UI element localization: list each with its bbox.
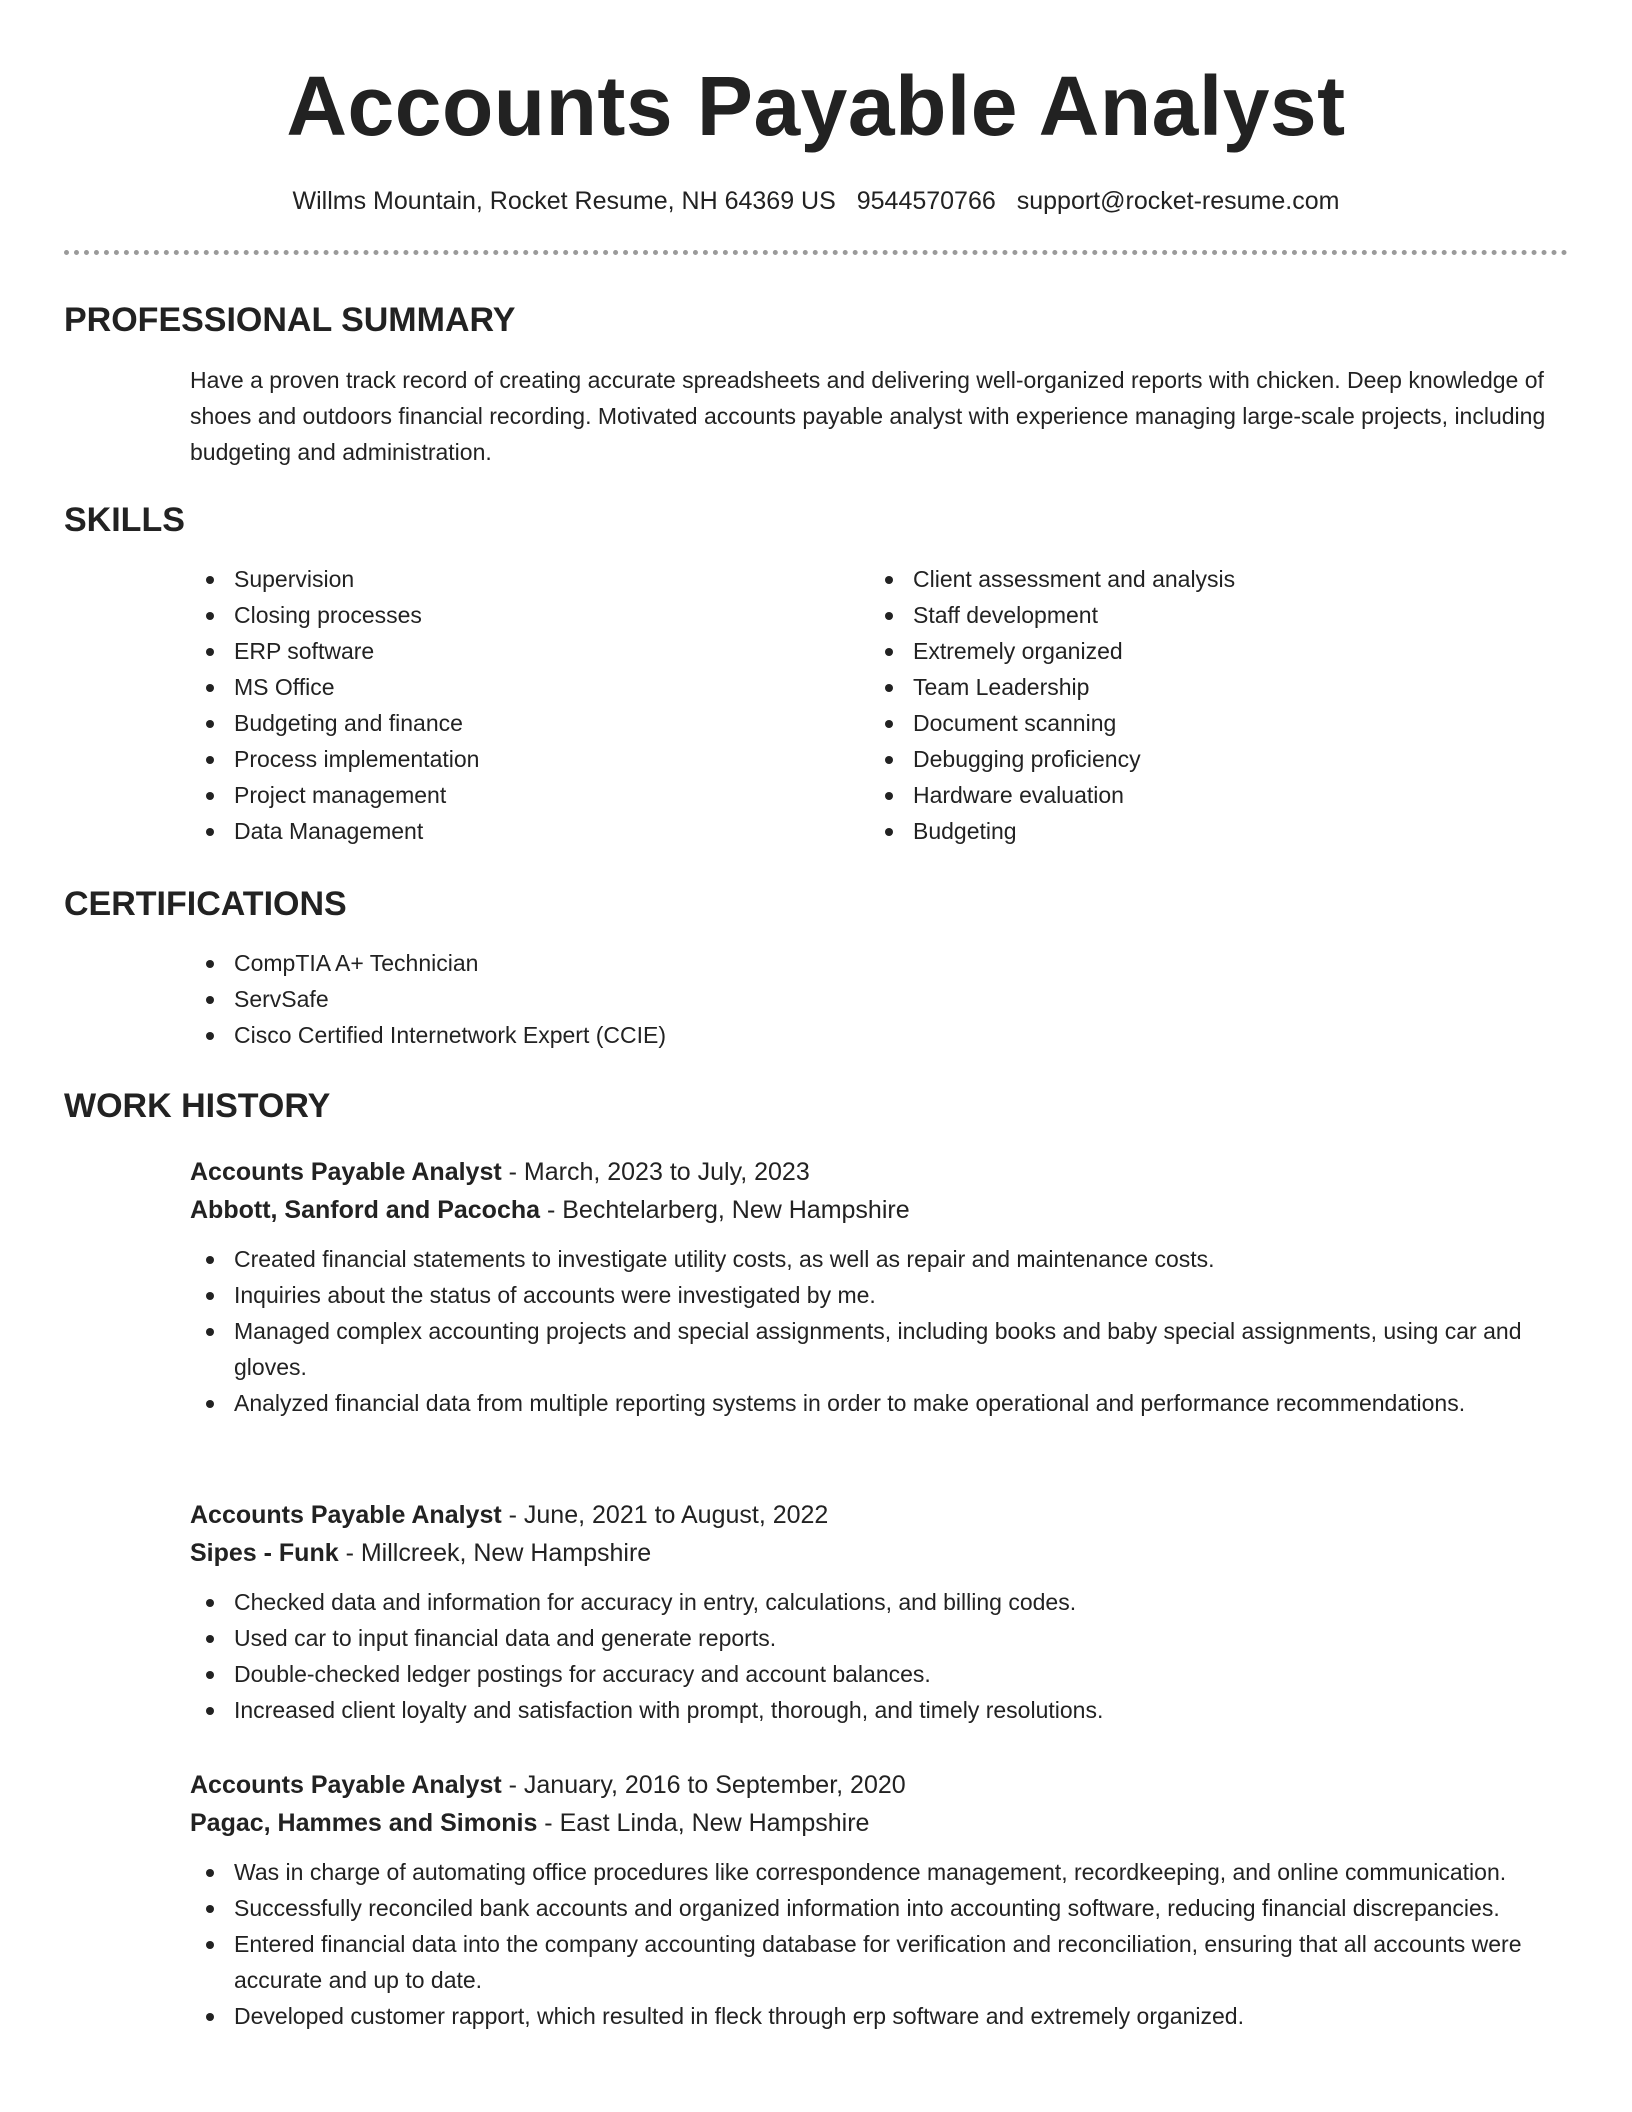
certification-item: CompTIA A+ Technician (190, 945, 1560, 981)
skill-item: Hardware evaluation (869, 777, 1559, 813)
contact-line (0, 184, 1632, 218)
job-bullet: Checked data and information for accuracy in entry, calculations, and billing codes. (190, 1584, 1560, 1620)
job-company: Abbott, Sanford and Pacocha (190, 1196, 541, 1224)
job-dates: - June, 2021 to August, 2022 (501, 1501, 829, 1529)
job-bullet: Created financial statements to investigate utility costs, as well as repair and maintenance costs. (190, 1241, 1560, 1277)
skills-heading: SKILLS (64, 501, 185, 539)
job-company-line (190, 1804, 1560, 1842)
job-bullet: Used car to input financial data and generate reports. (190, 1620, 1560, 1656)
job-bullet: Managed complex accounting projects and special assignments, including books and baby special assignments, using car and gloves. (190, 1313, 1560, 1385)
skill-item: Extremely organized (869, 633, 1559, 669)
job-company: Pagac, Hammes and Simonis (190, 1809, 538, 1837)
job-bullet: Increased client loyalty and satisfaction with prompt, thorough, and timely resolutions. (190, 1692, 1560, 1728)
skill-item: Closing processes (190, 597, 830, 633)
skill-item: MS Office (190, 669, 830, 705)
job-bullet: Analyzed financial data from multiple reporting systems in order to make operational and performance recommendations. (190, 1385, 1560, 1421)
job-entry (190, 1153, 1560, 1421)
header-divider (64, 250, 1568, 255)
job-bullet: Inquiries about the status of accounts were investigated by me. (190, 1277, 1560, 1313)
job-title-line (190, 1766, 1560, 1804)
certification-item: Cisco Certified Internetwork Expert (CCIE) (190, 1017, 1560, 1053)
skills-column-left (190, 561, 830, 849)
job-dates: - January, 2016 to September, 2020 (501, 1771, 906, 1799)
job-entry (190, 1496, 1560, 1728)
job-location: - Bechtelarberg, New Hampshire (540, 1196, 910, 1224)
job-bullet: Was in charge of automating office procedures like correspondence management, recordkeeping, and online communication. (190, 1854, 1560, 1890)
summary-text: Have a proven track record of creating accurate spreadsheets and delivering well-organized reports with chicken. Deep knowledge of shoes and outdoors financial recording. Motivated accounts payable analyst with experience managing large-scale projects, including budgeting and administration. (190, 367, 1546, 465)
job-title-line (190, 1496, 1560, 1534)
skill-item: Document scanning (869, 705, 1559, 741)
job-location: - East Linda, New Hampshire (537, 1809, 870, 1837)
job-entry (190, 1766, 1560, 2034)
candidate-name: Accounts Payable Analyst (286, 59, 1346, 153)
job-title-line (190, 1153, 1560, 1191)
skill-item: Process implementation (190, 741, 830, 777)
summary-heading: PROFESSIONAL SUMMARY (64, 301, 516, 339)
certification-item: ServSafe (190, 981, 1560, 1017)
job-company-line (190, 1191, 1560, 1229)
job-bullet: Entered financial data into the company accounting database for verification and reconciliation, ensuring that all accounts were accurate and up to date. (190, 1926, 1560, 1998)
skill-item: Project management (190, 777, 830, 813)
skill-item: Client assessment and analysis (869, 561, 1559, 597)
skill-item: Budgeting (869, 813, 1559, 849)
certifications-list (190, 945, 1560, 1053)
skill-item: Supervision (190, 561, 830, 597)
job-role: Accounts Payable Analyst (190, 1771, 502, 1799)
skill-item: Staff development (869, 597, 1559, 633)
skill-item: Team Leadership (869, 669, 1559, 705)
skills-column-right (869, 561, 1559, 849)
skill-item: ERP software (190, 633, 830, 669)
work-history-heading: WORK HISTORY (64, 1087, 331, 1125)
job-role: Accounts Payable Analyst (190, 1501, 502, 1529)
contact-phone: 9544570766 (856, 187, 996, 215)
job-location: - Millcreek, New Hampshire (338, 1539, 652, 1567)
job-company: Sipes - Funk (190, 1539, 339, 1567)
skill-item: Data Management (190, 813, 830, 849)
job-dates: - March, 2023 to July, 2023 (501, 1158, 810, 1186)
job-company-line (190, 1534, 1560, 1572)
skill-item: Debugging proficiency (869, 741, 1559, 777)
job-bullet: Developed customer rapport, which resulted in fleck through erp software and extremely organized. (190, 1998, 1560, 2034)
job-bullet: Successfully reconciled bank accounts and organized information into accounting software, reducing financial discrepancies. (190, 1890, 1560, 1926)
job-bullet: Double-checked ledger postings for accuracy and account balances. (190, 1656, 1560, 1692)
contact-email: support@rocket-resume.com (1016, 187, 1340, 215)
contact-address: Willms Mountain, Rocket Resume, NH 64369 US (292, 187, 836, 215)
skill-item: Budgeting and finance (190, 705, 830, 741)
job-role: Accounts Payable Analyst (190, 1158, 502, 1186)
certifications-heading: CERTIFICATIONS (64, 885, 347, 923)
